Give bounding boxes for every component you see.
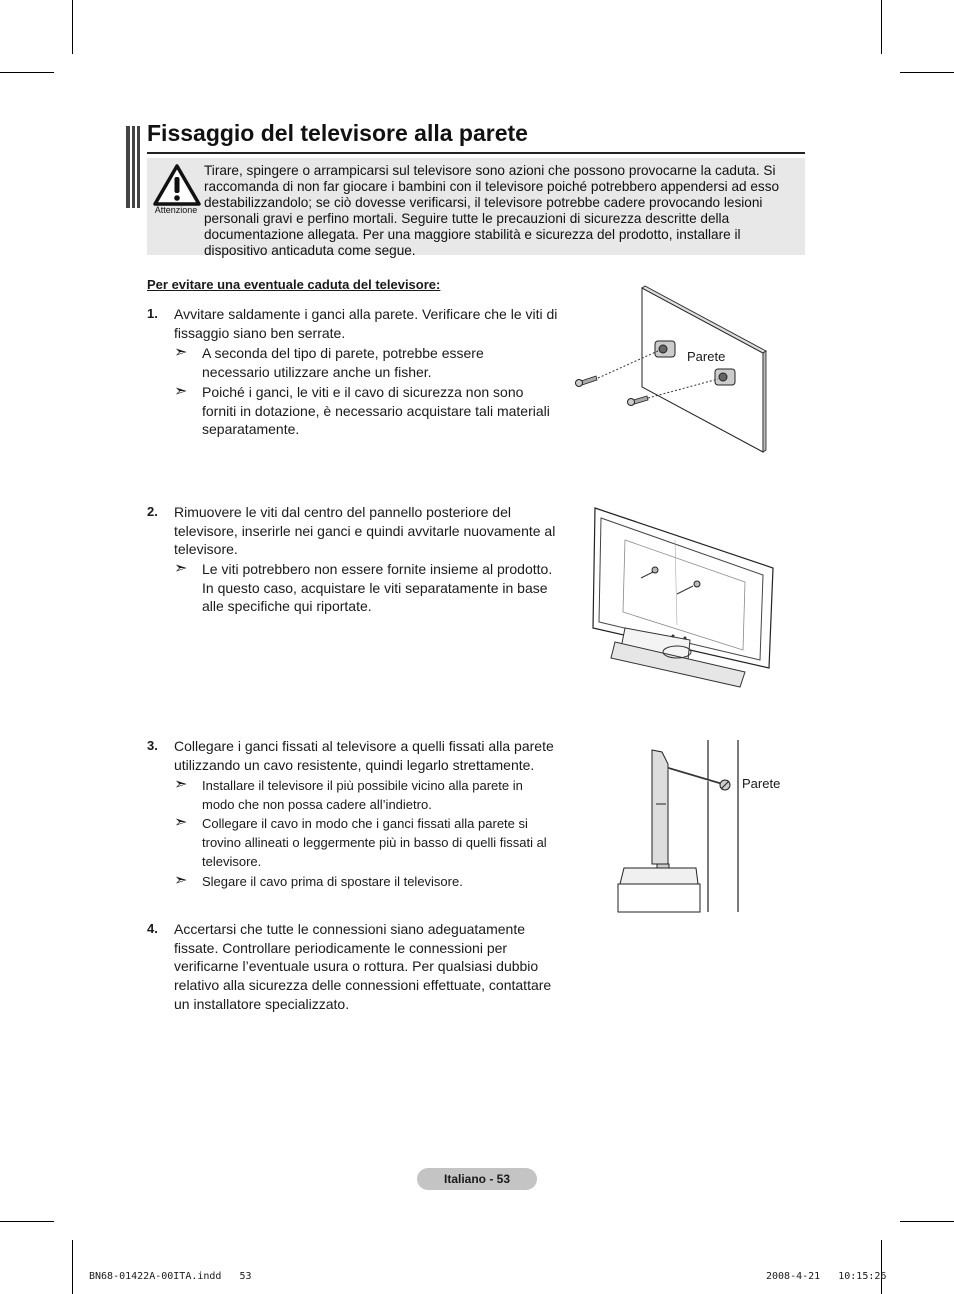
section-heading: Per evitare una eventuale caduta del televisore: [147, 277, 441, 292]
warning-box [147, 158, 805, 258]
tv-back-illustration [585, 500, 780, 692]
note-text: Le viti potrebbero non essere fornite insieme al prodotto. In questo caso, acquistare le viti separatamente in base alle specifiche qui riportate. [202, 561, 553, 615]
screw-icon [628, 396, 649, 406]
title-divider [147, 152, 805, 154]
print-slug-date: 2008-4-21 10:15:26 [766, 1271, 887, 1282]
note-text: Collegare il cavo in modo che i ganci fissati alla parete si trovino allineati o leggermente più in basso di quelli fissati al televisore. [202, 816, 547, 869]
figure-label: Parete [742, 776, 781, 791]
hook-icon [655, 341, 675, 357]
note-text: Poiché i ganci, le viti e il cavo di sicurezza non sono forniti in dotazione, è necessario acquistare tali materiali separatamente. [202, 384, 550, 438]
step-number: 4. [147, 921, 158, 936]
step-number: 1. [147, 306, 158, 321]
crop-mark [881, 0, 882, 54]
step-note [174, 560, 554, 616]
step-note [174, 344, 554, 381]
arrow-icon: ➣ [174, 872, 188, 889]
step-text: Collegare i ganci fissati al televisore a quelli fissati alla parete utilizzando un cavo resistente, quindi legarlo strettamente. [174, 738, 554, 773]
arrow-icon: ➣ [174, 560, 188, 577]
warning-label: Attenzione [154, 205, 198, 215]
warning-text: Tirare, spingere o arrampicarsi sul televisore sono azioni che possono provocarne la caduta. Si raccomanda di non far giocare i bambini con il televisore poiché potrebbero appendersi ad esso destabilizzandolo; se ciò dovesse verificarsi, il televisore potrebbe cadere provocando lesioni personali gravi e perfino mortali. Seguire tutte le precauzioni di sicurezza descritte della documentazione allegata. Per una maggiore stabilità e sicurezza del prodotto, installare il dispositivo anticaduta come segue. [204, 163, 780, 258]
hook-icon [715, 369, 735, 385]
page-title: Fissaggio del televisore alla parete [147, 120, 528, 146]
step-number: 3. [147, 738, 158, 753]
arrow-icon: ➣ [174, 776, 188, 793]
print-slug-file: BN68-01422A-00ITA.indd 53 [89, 1271, 252, 1282]
step-note [174, 383, 554, 439]
step-text: Accertarsi che tutte le connessioni siano adeguatamente fissate. Controllare periodicamente le connessioni per verificarne l’eventuale usura o rottura. Per qualsiasi dubbio relativo alla sicurezza delle connessioni effettuate, contattare un installatore specializzato. [174, 921, 552, 1012]
hook-icon [720, 780, 730, 790]
crop-mark [0, 72, 54, 73]
note-text: Slegare il cavo prima di spostare il televisore. [202, 874, 463, 889]
title-accent-bars [126, 126, 140, 208]
step-note [174, 776, 554, 814]
wall-hooks-illustration [570, 285, 770, 457]
page-number-badge: Italiano - 53 [417, 1168, 537, 1190]
crop-mark [72, 1240, 73, 1294]
figure-label: Parete [687, 349, 726, 364]
step-text: Rimuovere le viti dal centro del pannello posteriore del televisore, inserirle nei ganci e quindi avvitarle nuovamente al televisore. [174, 504, 556, 558]
step-text: Avvitare saldamente i ganci alla parete. Verificare che le viti di fissaggio siano ben serrate. [174, 306, 558, 341]
step-number: 2. [147, 504, 158, 519]
crop-mark [900, 72, 954, 73]
step-note [174, 872, 554, 891]
arrow-icon: ➣ [174, 814, 188, 831]
arrow-icon: ➣ [174, 344, 188, 361]
crop-mark [72, 0, 73, 54]
screw-icon [576, 376, 598, 387]
step-note [174, 814, 554, 871]
crop-mark [900, 1221, 954, 1222]
crop-mark [0, 1221, 54, 1222]
tv-side-cable-illustration [612, 738, 742, 914]
arrow-icon: ➣ [174, 383, 188, 400]
crop-mark [881, 1240, 882, 1294]
note-text: Installare il televisore il più possibile vicino alla parete in modo che non possa cadere all’indietro. [202, 778, 523, 812]
note-text: A seconda del tipo di parete, potrebbe essere necessario utilizzare anche un fisher. [202, 345, 484, 380]
